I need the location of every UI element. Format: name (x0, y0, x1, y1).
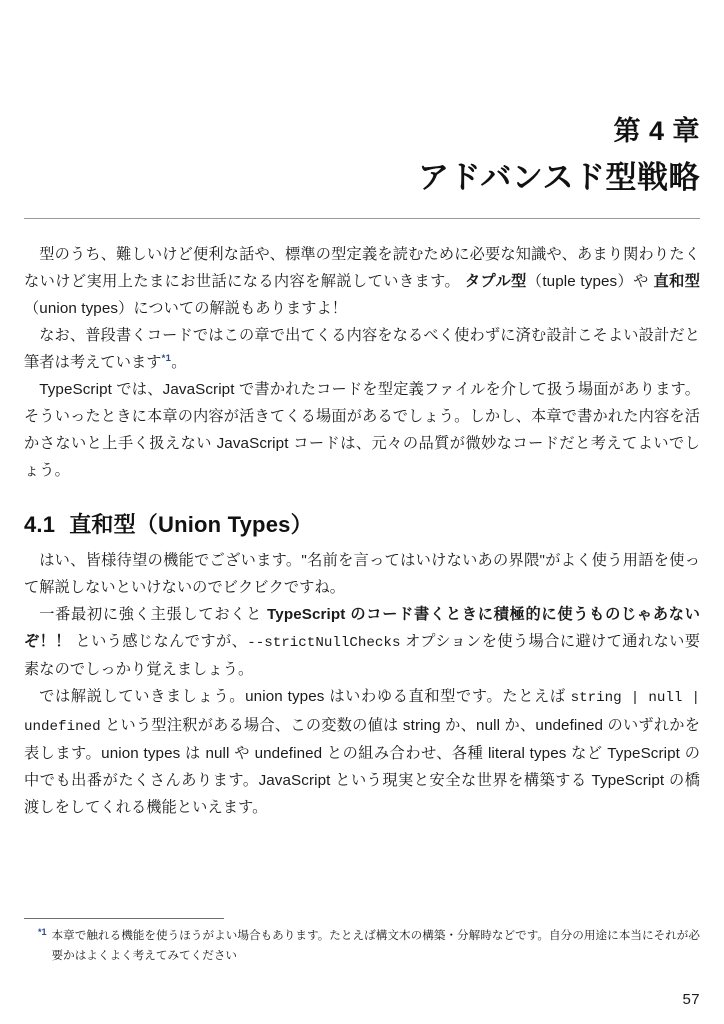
section-p2-text-a: 一番最初に強く主張しておくと (39, 605, 268, 623)
intro-p1-text-b: （tuple types）や (526, 272, 654, 290)
page-number: 57 (682, 991, 700, 1008)
section-body (24, 547, 700, 821)
intro-p2-text-b: 。 (171, 353, 187, 371)
chapter-number: 第 4 章 (613, 116, 700, 146)
intro-paragraph-1 (24, 241, 700, 322)
section-p3-text-b: という型注釈がある場合、この変数の値は string か、null か、undefined のいずれかを表します。union types は null や undefined との組み合わせ、各種 literal types など TypeScript の中でも出番がたくさんあります。JavaScript という現実と安全な世界を構築する TypeScript の橋渡しをしてくれる機能といえます。 (24, 716, 700, 816)
section-heading-4-1 (24, 510, 700, 541)
footnote-area (24, 918, 700, 966)
intro-paragraph-2 (24, 322, 700, 376)
intro-p2-text-a: なお、普段書くコードではこの章で出てくる内容をなるべく使わずに済む設計こそよい設計だと筆者は考えています (24, 326, 700, 371)
section-p3-text-a: では解説していきましょう。union types はいわゆる直和型です。たとえば (39, 688, 571, 706)
section-paragraph-1: はい、皆様待望の機能でございます。"名前を言ってはいけないあの界隈"がよく使う用語を使って解説しないといけないのでビクビクですね。 (24, 551, 700, 596)
chapter-title: アドバンスド型戦略 (418, 160, 700, 196)
footnote-reference-1[interactable]: *1 (161, 352, 172, 364)
intro-p1-text-a: 型のうち、難しいけど便利な話や、標準の型定義を読むために必要な知識や、あまり関わりたくないけど実用上たまにお世話になる内容を解説していきます。 (24, 245, 700, 290)
footnote-marker: *1 (38, 927, 47, 938)
code-strict-null-checks: --strictNullChecks (247, 635, 401, 651)
footnote-divider (24, 918, 224, 919)
intro-paragraph-3: TypeScript では、JavaScript で書かれたコードを型定義ファイルを介して扱う場面があります。そういったときに本章の内容が活きてくる場面があるでしょう。しかし、本章で書かれた内容を活かさないと上手く扱えない JavaScript コードは、元々の品質が微妙なコードだと考えてよいでしょう。 (24, 380, 700, 480)
section-number: 4.1 (24, 512, 56, 538)
intro-body (24, 241, 700, 484)
section-paragraph-2 (24, 601, 700, 683)
code-union-type-annotation: string | null | undefined (24, 690, 700, 735)
footnote-item (24, 926, 700, 966)
intro-p1-text-c: （union types）についての解説もありますよ！ (24, 299, 348, 317)
section-p2-emphasis: TypeScript のコード書くときに積極的に使うものじゃあないぞ！！ (24, 605, 700, 650)
chapter-header (24, 0, 700, 202)
chapter-divider (24, 218, 700, 219)
footnote-text: 本章で触れる機能を使うほうがよい場合もあります。たとえば構文木の構築・分解時などです。自分の用途に本当にそれが必要かはよくよく考えてみてください (51, 929, 700, 963)
term-tuple-type: タプル型 (464, 272, 527, 290)
section-paragraph-3 (24, 683, 700, 821)
section-p2-text-b: という感じなんですが、 (70, 633, 248, 650)
term-union-type: 直和型 (653, 272, 700, 290)
section-title: 直和型（Union Types） (69, 512, 313, 538)
section-p2-text-c: オプションを使う場合に避けて通れない要素なのでしっかり覚えましょう。 (24, 633, 700, 679)
